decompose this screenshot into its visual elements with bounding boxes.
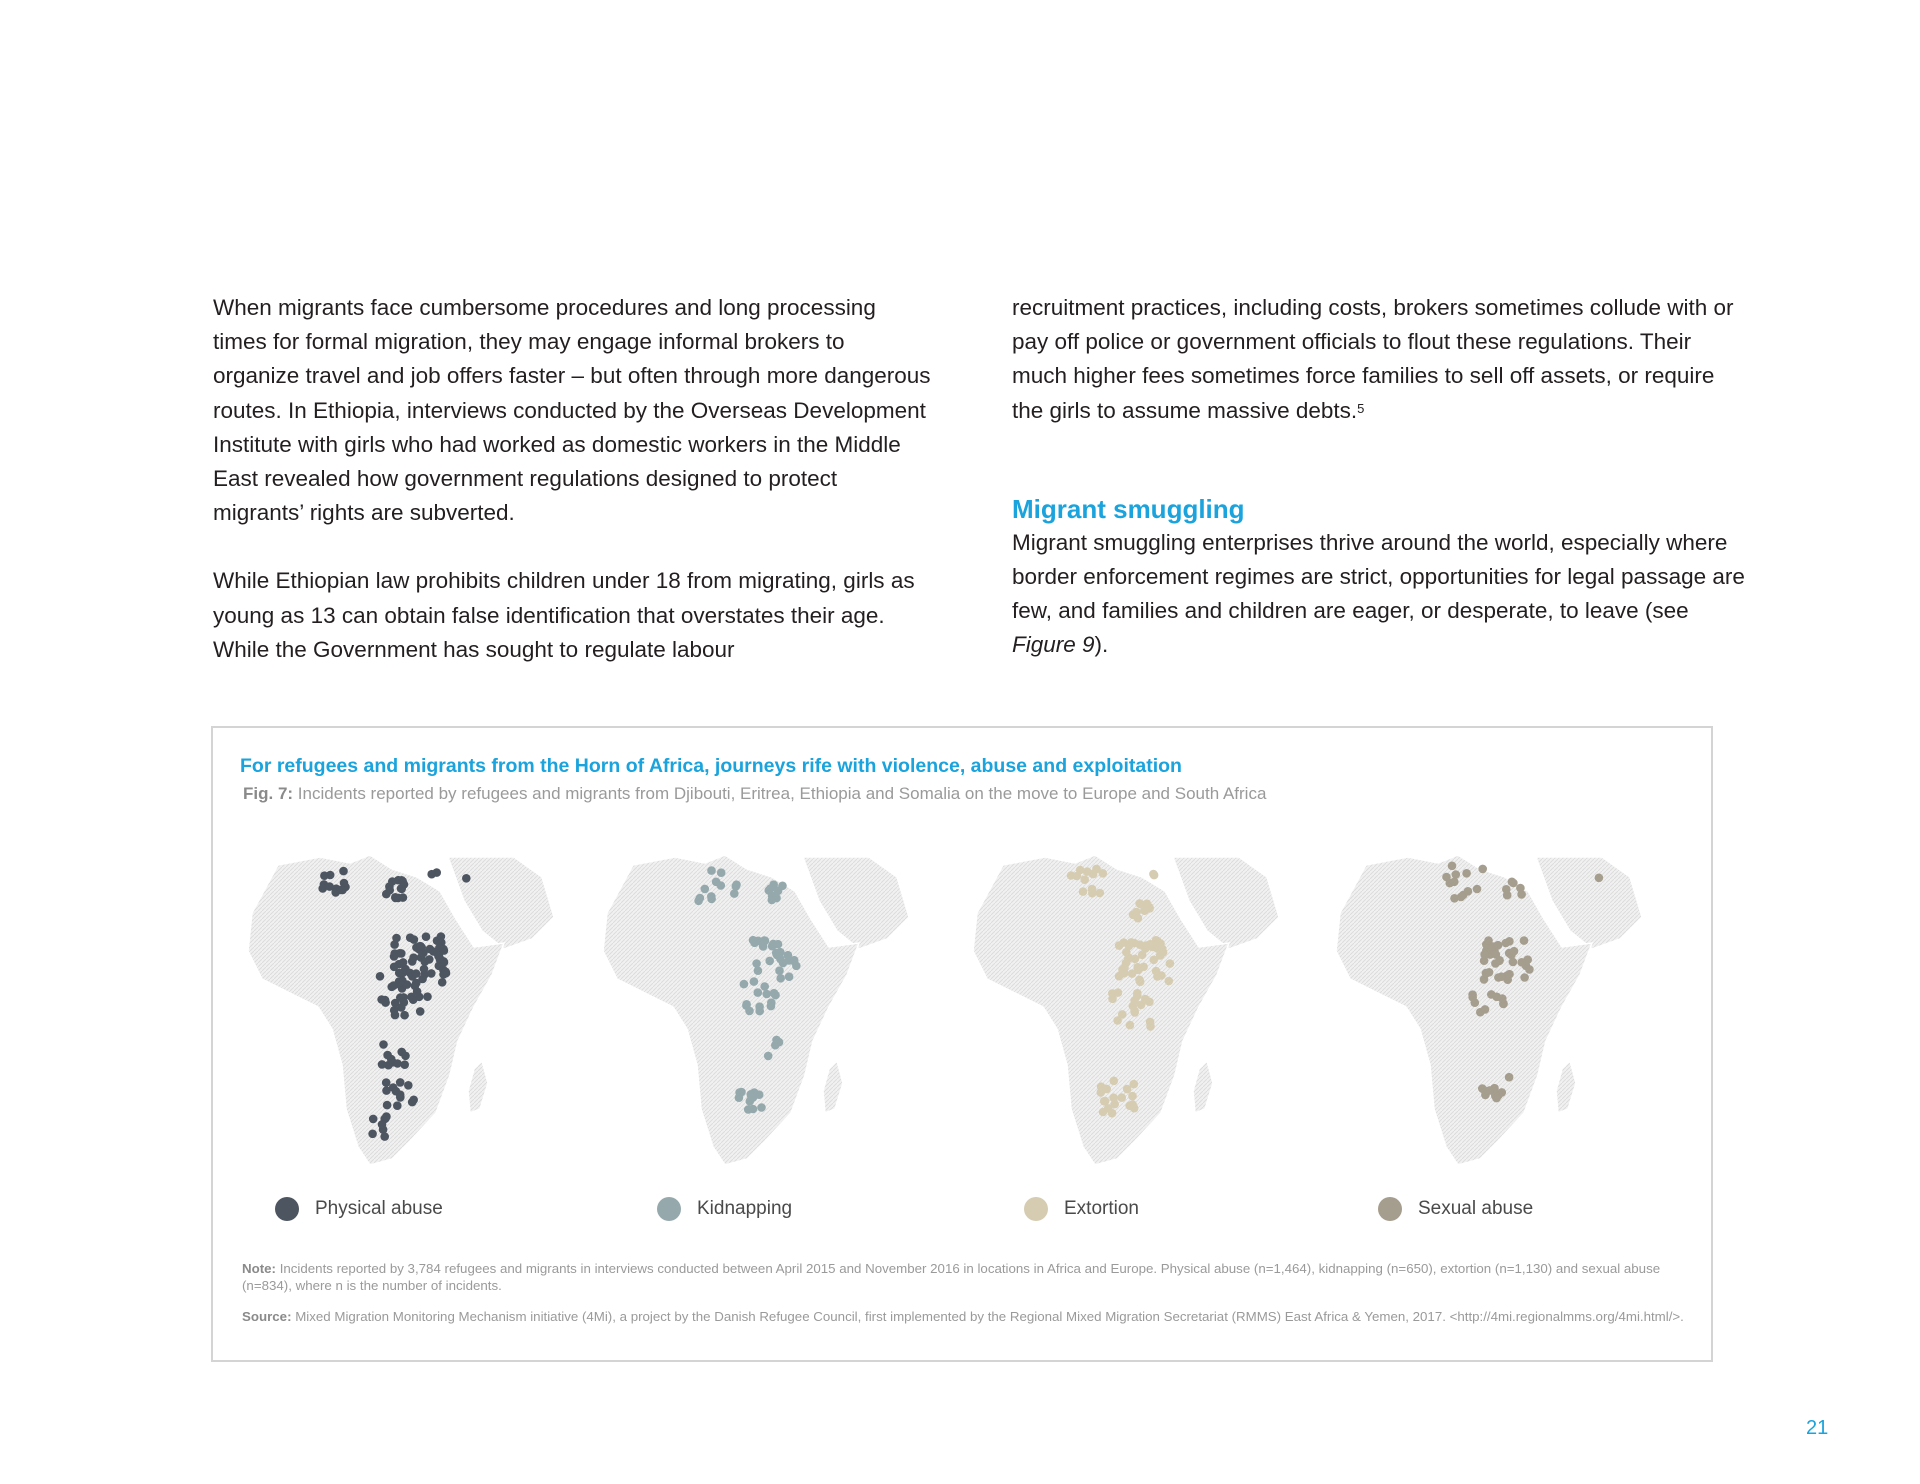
- incident-dot: [438, 978, 447, 987]
- incident-dot: [381, 996, 390, 1005]
- incident-dot: [1502, 939, 1511, 948]
- incident-dot: [393, 1059, 402, 1068]
- incident-dot: [1525, 965, 1534, 974]
- incident-dot: [393, 1101, 402, 1110]
- incident-dot: [396, 1078, 405, 1087]
- incident-dot: [1128, 1092, 1137, 1101]
- incident-dot: [389, 981, 398, 990]
- incident-dot: [1136, 978, 1145, 987]
- body-paragraph: [1012, 291, 1747, 428]
- incident-dot: [320, 871, 329, 880]
- source-text: Mixed Migration Monitoring Mechanism initiative (4Mi), a project by the Danish Refugee Council, first implemented by the Regional Mixed Migration Secretariat (RMMS) East Africa & Yemen, 2017. <http://4mi.regionalmms.org/4mi.html/>.: [295, 1309, 1684, 1324]
- africa-map: [1330, 847, 1662, 1169]
- footnote-reference: 5: [1357, 400, 1365, 416]
- incident-dot: [750, 939, 759, 948]
- incident-dot: [1150, 956, 1159, 965]
- incident-dot: [766, 884, 775, 893]
- incident-dot: [1442, 873, 1451, 882]
- body-paragraph-text: ).: [1094, 632, 1109, 658]
- legend-dot: [657, 1197, 681, 1221]
- incident-dot: [385, 886, 394, 895]
- incident-dot: [1079, 887, 1088, 896]
- incident-dot: [416, 942, 425, 951]
- incident-dot: [750, 977, 759, 986]
- legend-dot: [275, 1197, 299, 1221]
- incident-dot: [392, 1087, 401, 1096]
- incident-dot: [785, 972, 794, 981]
- incident-dot: [1146, 1022, 1155, 1031]
- incident-dot: [754, 988, 763, 997]
- incident-dot: [391, 1011, 400, 1020]
- incident-dot: [1473, 885, 1482, 894]
- incident-dot: [400, 1060, 409, 1069]
- incident-dot: [1478, 865, 1487, 874]
- incident-dot: [696, 894, 705, 903]
- incident-dot: [772, 1036, 781, 1045]
- map-sexual-abuse: [1330, 847, 1662, 1169]
- figure-label: Fig. 7:: [243, 784, 294, 803]
- incident-dot: [717, 868, 726, 877]
- figure-box: [211, 726, 1713, 1362]
- incident-dot: [404, 1081, 413, 1090]
- incident-dot: [767, 1002, 776, 1011]
- incident-dot: [1115, 941, 1124, 950]
- incident-dot: [462, 874, 471, 883]
- incident-dot: [368, 1130, 377, 1139]
- incident-dot: [1503, 891, 1512, 900]
- body-paragraph-text: Migrant smuggling enterprises thrive around the world, especially where border enforcement regimes are strict, opportunities for legal passage are few, and families and children are eager, or desperate, to leave (see: [1012, 529, 1745, 624]
- incident-dot: [1150, 871, 1159, 880]
- incident-dot: [754, 966, 763, 975]
- incident-dot: [382, 1078, 391, 1087]
- incident-dot: [435, 952, 444, 961]
- incident-dot: [392, 934, 401, 943]
- incident-dot: [775, 966, 784, 975]
- incident-dot: [1133, 992, 1142, 1001]
- africa-map: [597, 847, 929, 1169]
- legend-item-extortion: [1024, 1197, 1139, 1221]
- incident-dot: [732, 880, 741, 889]
- incident-dot: [730, 889, 739, 898]
- incident-dot: [427, 969, 436, 978]
- incident-dot: [395, 969, 404, 978]
- figure-source: [242, 1308, 1688, 1325]
- incident-dot: [1118, 965, 1127, 974]
- africa-map: [967, 847, 1299, 1169]
- incident-dot: [1517, 958, 1526, 967]
- incident-dot: [378, 1120, 387, 1129]
- incident-dot: [762, 990, 771, 999]
- figure-reference: Figure 9: [1012, 632, 1095, 658]
- incident-dot: [1118, 1010, 1127, 1019]
- incident-dot: [1146, 940, 1155, 949]
- incident-dot: [1480, 950, 1489, 959]
- incident-dot: [416, 1007, 425, 1016]
- incident-dot: [409, 995, 418, 1004]
- incident-dot: [1129, 911, 1138, 920]
- incident-dot: [1139, 963, 1148, 972]
- incident-dot: [441, 968, 450, 977]
- note-text: Incidents reported by 3,784 refugees and migrants in interviews conducted between April 2015 and November 2016 in locations in Africa and Europe. Physical abuse (n=1,464), kidnapping (n=650), extortion (n=1,130) and sexual abuse (n=834), where n is the number of incidents.: [242, 1261, 1661, 1293]
- incident-dot: [1166, 959, 1175, 968]
- incident-dot: [1497, 972, 1506, 981]
- incident-dot: [376, 972, 385, 981]
- incident-dot: [420, 965, 429, 974]
- body-paragraph: When migrants face cumbersome procedures and long processing times for formal migration, they may engage informal brokers to organize travel and job offers faster – but often through more dangerous routes. In Ethiopia, interviews conducted by the Overseas Development Institute with girls who had worked as domestic workers in the Middle East revealed how government regulations designed to protect migrants’ rights are subverted.: [213, 295, 931, 526]
- incident-dot: [395, 949, 404, 958]
- legend-label: Kidnapping: [697, 1198, 793, 1219]
- incident-dot: [378, 1060, 387, 1069]
- legend-item-kidnapping: [657, 1197, 792, 1221]
- incident-dot: [755, 1002, 764, 1011]
- map-kidnapping: [597, 847, 929, 1169]
- incident-dot: [1117, 1093, 1126, 1102]
- map-physical-abuse: [242, 847, 574, 1169]
- incident-dot: [772, 949, 781, 958]
- note-label: Note:: [242, 1261, 276, 1276]
- figure-subtitle: [243, 784, 1266, 804]
- incident-dot: [403, 980, 412, 989]
- incident-dot: [398, 877, 407, 886]
- incident-dot: [1080, 875, 1089, 884]
- body-paragraph-text: recruitment practices, including costs, brokers sometimes collude with or pay off police or government officials to flout these regulations. Their much higher fees sometimes force families to sell off assets, or require the girls to assume massive debts.: [1012, 295, 1734, 423]
- legend-dot: [1024, 1197, 1048, 1221]
- incident-dot: [1505, 1073, 1514, 1082]
- incident-dot: [707, 892, 716, 901]
- incident-dot: [774, 940, 783, 949]
- incident-dot: [399, 958, 408, 967]
- page-number: 21: [1806, 1417, 1829, 1439]
- incident-dot: [1492, 1094, 1501, 1103]
- incident-dot: [423, 992, 432, 1001]
- incident-dot: [755, 1090, 764, 1099]
- incident-dot: [318, 884, 327, 893]
- legend-dot: [1378, 1197, 1402, 1221]
- map-extortion: [967, 847, 1299, 1169]
- body-paragraph: While Ethiopian law prohibits children under 18 from migrating, girls as young as 13 can obtain false identification that overstates their age. While the Government has sought to regulate labour: [213, 568, 915, 662]
- incident-dot: [712, 878, 721, 887]
- body-paragraph: [1012, 526, 1747, 663]
- incident-dot: [1130, 939, 1139, 948]
- legend-label: Extortion: [1064, 1198, 1139, 1219]
- incident-dot: [1159, 948, 1168, 957]
- incident-dot: [1520, 973, 1529, 982]
- legend-label: Sexual abuse: [1418, 1198, 1534, 1219]
- incident-dot: [747, 1091, 756, 1100]
- body-column-left: [213, 291, 933, 667]
- incident-dot: [1128, 1100, 1137, 1109]
- incident-dot: [1510, 947, 1519, 956]
- incident-dot: [337, 886, 346, 895]
- incident-dot: [1096, 889, 1105, 898]
- incident-dot: [1102, 1085, 1111, 1094]
- incident-dot: [1509, 958, 1518, 967]
- incident-dot: [765, 957, 774, 966]
- incident-dot: [380, 1132, 389, 1141]
- incident-dot: [757, 1103, 766, 1112]
- incident-dot: [369, 1115, 378, 1124]
- incident-dot: [1494, 941, 1503, 950]
- source-label: Source:: [242, 1309, 292, 1324]
- incident-dot: [770, 989, 779, 998]
- africa-map: [242, 847, 574, 1169]
- incident-dot: [1464, 887, 1473, 896]
- incident-dot: [397, 1003, 406, 1012]
- incident-dot: [737, 1088, 746, 1097]
- incident-dot: [383, 1101, 392, 1110]
- incident-dot: [1492, 950, 1501, 959]
- incident-dot: [1156, 939, 1165, 948]
- incident-dot: [1089, 870, 1098, 879]
- incident-dot: [707, 866, 716, 875]
- incident-dot: [400, 1011, 409, 1020]
- incident-dot: [1100, 1097, 1109, 1106]
- incident-dot: [742, 1001, 751, 1010]
- incident-dot: [1157, 971, 1166, 980]
- incident-dot: [1124, 955, 1133, 964]
- incident-dot: [768, 896, 777, 905]
- incident-dot: [1128, 969, 1137, 978]
- incident-dot: [1516, 884, 1525, 893]
- incident-dot: [752, 959, 761, 968]
- incident-dot: [1462, 869, 1471, 878]
- incident-dot: [1509, 879, 1518, 888]
- incident-dot: [1452, 870, 1461, 879]
- incident-dot: [391, 893, 400, 902]
- section-heading: Migrant smuggling: [1012, 493, 1245, 524]
- legend-item-sexual-abuse: [1378, 1197, 1533, 1221]
- incident-dot: [760, 982, 769, 991]
- incident-dot: [1130, 1007, 1139, 1016]
- incident-dot: [1498, 994, 1507, 1003]
- incident-dot: [425, 955, 434, 964]
- incident-dot: [379, 1040, 388, 1049]
- body-column-right: [1012, 291, 1747, 663]
- incident-dot: [792, 962, 801, 971]
- incident-dot: [1110, 1077, 1119, 1086]
- incident-dot: [761, 936, 770, 945]
- figure-subtitle-text: Incidents reported by refugees and migrants from Djibouti, Eritrea, Ethiopia and Somalia on the move to Europe and South Africa: [297, 784, 1267, 803]
- incident-dot: [1126, 1021, 1135, 1030]
- incident-dot: [1088, 885, 1097, 894]
- incident-dot: [388, 877, 397, 886]
- incident-dot: [1108, 989, 1117, 998]
- figure-title: For refugees and migrants from the Horn of Africa, journeys rife with violence, abuse and exploitation: [240, 755, 1182, 777]
- incident-dot: [701, 885, 710, 894]
- incident-dot: [396, 993, 405, 1002]
- incident-dot: [740, 980, 749, 989]
- incident-dot: [1073, 872, 1082, 881]
- incident-dot: [774, 887, 783, 896]
- incident-dot: [779, 959, 788, 968]
- incident-dot: [397, 884, 406, 893]
- legend-item-physical-abuse: [275, 1197, 443, 1221]
- incident-dot: [784, 951, 793, 960]
- incident-dot: [409, 953, 418, 962]
- incident-dot: [749, 1105, 758, 1114]
- incident-dot: [422, 932, 431, 941]
- incident-dot: [401, 1052, 410, 1061]
- incident-dot: [1448, 862, 1457, 871]
- incident-dot: [1143, 899, 1152, 908]
- incident-dot: [1481, 1087, 1490, 1096]
- incident-dot: [764, 1052, 773, 1061]
- incident-dot: [408, 1098, 417, 1107]
- figure-note: [242, 1260, 1688, 1294]
- incident-dot: [382, 1112, 391, 1121]
- incident-dot: [1520, 936, 1529, 945]
- incident-dot: [1595, 874, 1604, 883]
- incident-dot: [1450, 878, 1459, 887]
- incident-dot: [411, 982, 420, 991]
- incident-dot: [776, 974, 785, 983]
- incident-dot: [1165, 977, 1174, 986]
- legend-label: Physical abuse: [315, 1198, 443, 1219]
- incident-dot: [1130, 1080, 1139, 1089]
- incident-dot: [410, 935, 419, 944]
- incident-dot: [1481, 1005, 1490, 1014]
- incident-dot: [1485, 968, 1494, 977]
- incident-dot: [1110, 1100, 1119, 1109]
- incident-dot: [1468, 993, 1477, 1002]
- incident-dot: [427, 870, 436, 879]
- incident-dot: [1137, 1001, 1146, 1010]
- incident-dot: [339, 867, 348, 876]
